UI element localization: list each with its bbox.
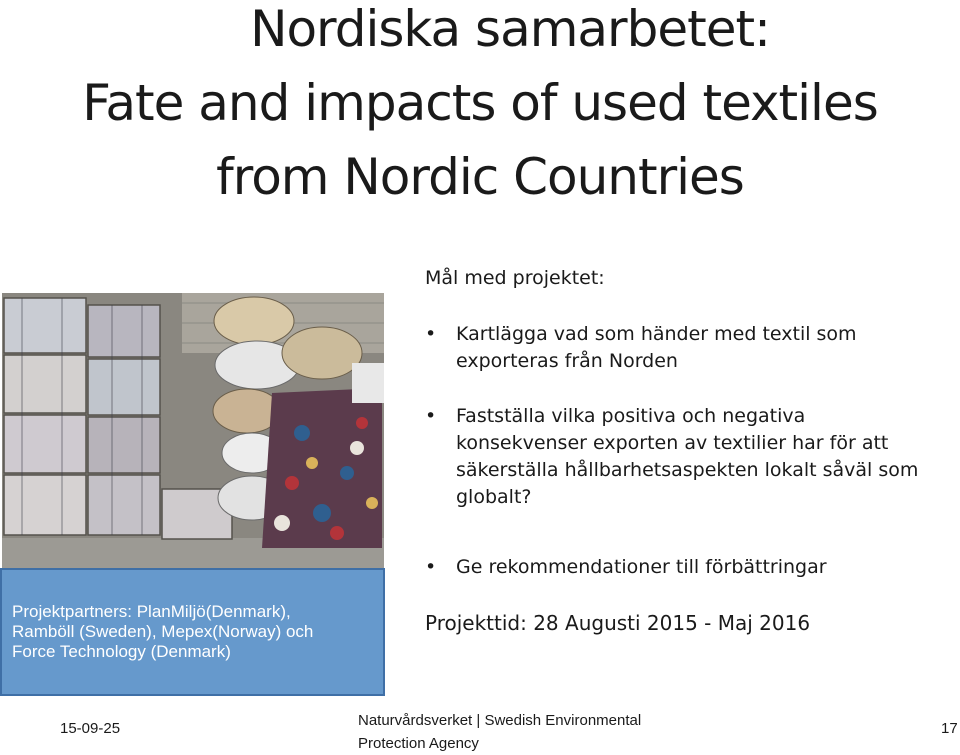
goal-line: Ge rekommendationer till förbättringar bbox=[456, 556, 827, 578]
goal-line: exporteras från Norden bbox=[456, 350, 678, 372]
goal-line: Kartlägga vad som händer med textil som bbox=[456, 323, 857, 345]
footer-organization bbox=[358, 709, 641, 755]
partners-line: Projektpartners: PlanMiljö(Denmark), bbox=[12, 602, 291, 621]
bullet-icon: • bbox=[425, 323, 437, 345]
bullet-icon: • bbox=[425, 556, 437, 578]
goal-line: globalt? bbox=[456, 486, 532, 508]
bullet-icon: • bbox=[425, 405, 437, 427]
goal-line: Fastställa vilka positiva och negativa bbox=[456, 405, 806, 427]
goal-line: säkerställa hållbarhetsaspekten lokalt såväl som bbox=[456, 459, 919, 481]
slide-title bbox=[0, 0, 960, 214]
project-partners-box bbox=[0, 568, 385, 696]
footer-date: 15-09-25 bbox=[60, 720, 121, 737]
goals-heading: Mål med projektet: bbox=[425, 267, 605, 289]
partners-line: Ramböll (Sweden), Mepex(Norway) och bbox=[12, 622, 314, 641]
page-number: 17 bbox=[941, 720, 958, 737]
title-line-3: from Nordic Countries bbox=[216, 148, 744, 206]
footer-org-line: Naturvårdsverket | Swedish Environmental bbox=[358, 712, 642, 729]
title-line-1: Nordiska samarbetet: bbox=[250, 0, 770, 58]
project-period: Projekttid: 28 Augusti 2015 - Maj 2016 bbox=[425, 611, 811, 635]
goal-line: konsekvenser exporten av textilier har för att bbox=[456, 432, 889, 454]
footer-org-line: Protection Agency bbox=[358, 735, 479, 752]
textile-bales-photo bbox=[2, 293, 384, 568]
title-line-2: Fate and impacts of used textiles bbox=[82, 74, 878, 132]
partners-line: Force Technology (Denmark) bbox=[12, 642, 231, 661]
